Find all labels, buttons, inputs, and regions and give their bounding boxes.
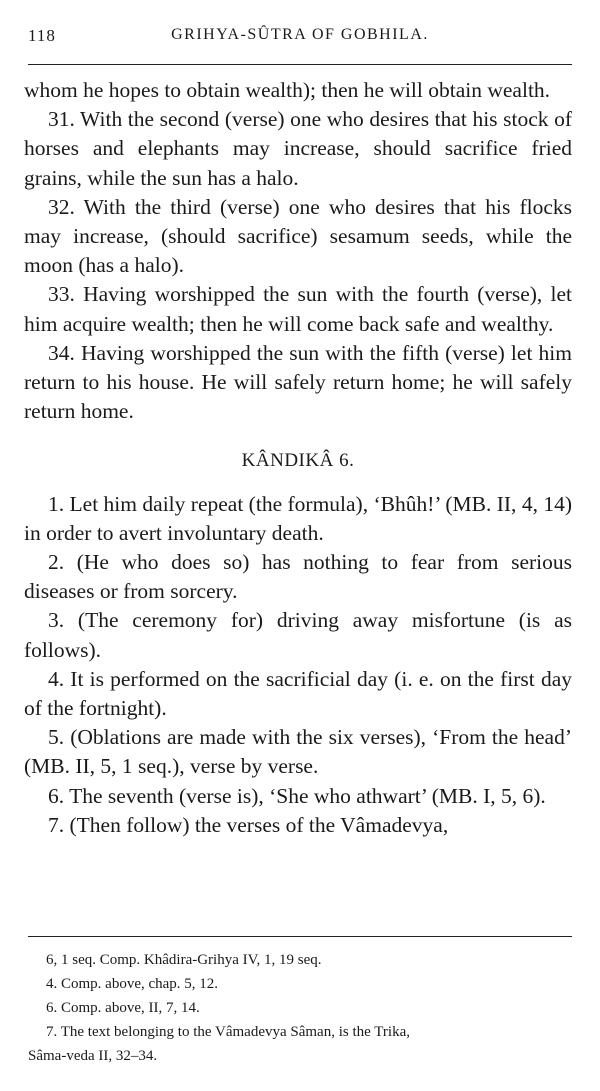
paragraph: 2. (He who does so) has nothing to fear from serious diseases or from sorcery. [24, 550, 572, 604]
footnote-rule [28, 936, 572, 937]
main-text [24, 76, 572, 840]
header-rule [28, 64, 572, 65]
paragraph: 32. With the third (verse) one who desires that his flocks may increase, (should sacrifice) sesamum seeds, while the moon (has a halo). [24, 194, 572, 278]
section-heading: KÂNDIKÂ 6. [241, 450, 355, 472]
paragraph: 34. Having worshipped the sun with the fifth (verse) let him return to his house. He will safely return home; he will safely return home. [24, 340, 572, 424]
footnote: 4. Comp. above, chap. 5, 12. [46, 976, 219, 992]
paragraph: 5. (Oblations are made with the six verses), ‘From the head’ (MB. II, 5, 1 seq.), verse by verse. [24, 725, 572, 779]
page-number: 118 [28, 26, 56, 45]
paragraph: whom he hopes to obtain wealth); then he will obtain wealth. [24, 78, 551, 102]
footnote-continuation: Sâma-veda II, 32–34. [28, 1048, 158, 1064]
footnote: 6, 1 seq. Comp. Khâdira-Grihya IV, 1, 19 seq. [46, 952, 322, 968]
paragraph: 31. With the second (verse) one who desires that his stock of horses and elephants may increase, should sacrifice fried grains, while the sun has a halo. [24, 107, 572, 190]
paragraph: 33. Having worshipped the sun with the fourth (verse), let him acquire wealth; then he will come back safe and wealthy. [24, 282, 572, 336]
paragraph: 1. Let him daily repeat (the formula), ‘Bhûh!’ (MB. II, 4, 14) in order to avert involuntary death. [24, 491, 572, 545]
paragraph: 3. (The ceremony for) driving away misfortune (is as follows). [24, 608, 572, 662]
paragraph: 4. It is performed on the sacrificial day (i. e. on the first day of the fortnight). [24, 666, 572, 721]
footnote: 7. The text belonging to the Vâmadevya Sâman, is the Trika, [46, 1024, 410, 1040]
paragraph: 7. (Then follow) the verses of the Vâmadevya, [48, 812, 449, 837]
footnote: 6. Comp. above, II, 7, 14. [46, 1000, 200, 1016]
page-header [28, 26, 572, 56]
running-title: GRIHYA-SÛTRA OF GOBHILA. [171, 26, 429, 43]
footnotes [28, 948, 572, 1068]
paragraph: 6. The seventh (verse is), ‘She who athwart’ (MB. I, 5, 6). [48, 783, 546, 808]
